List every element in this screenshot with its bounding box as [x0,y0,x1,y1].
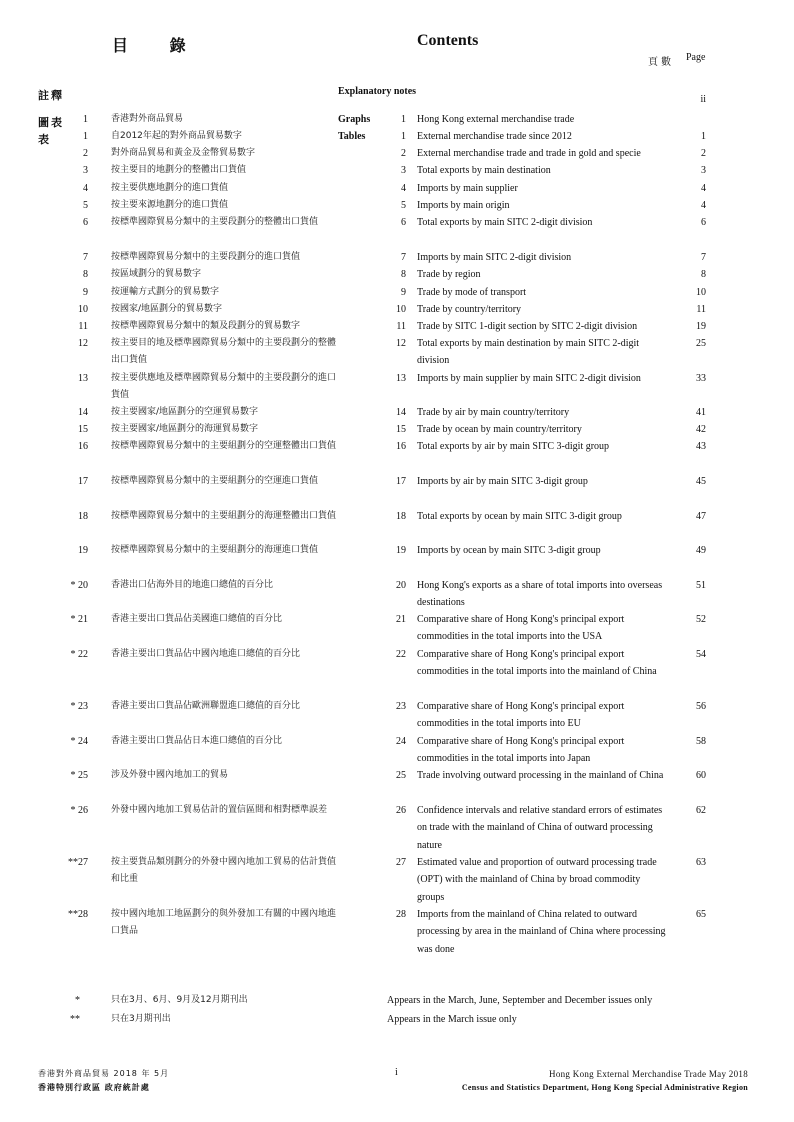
entry-number-chinese: **28 [68,909,88,920]
tables-section-label-chinese: 表 [38,133,51,146]
graph-title-english: Hong Kong external merchandise trade [417,114,575,125]
entry-page-number: 4 [701,183,706,194]
entry-number-english: 7 [401,252,406,263]
entry-page-number: 43 [696,441,706,452]
entry-title-english: Total exports by main destination by main SITC 2-digit division [417,338,640,367]
entry-page-number: 60 [696,770,706,781]
entry-number-english: 24 [396,736,406,747]
entry-title-english: Total exports by air by main SITC 3-digit group [417,441,610,452]
entry-number-chinese: 15 [78,424,88,435]
entry-number-english: 3 [401,165,406,176]
entry-number-chinese: 12 [78,338,88,349]
entry-number-chinese: 1 [83,131,88,142]
entry-number-chinese: 5 [83,200,88,211]
entry-title-chinese: 香港主要出口貨品佔歐洲聯盟進口總值的百分比 [111,701,301,711]
entry-number-english: 23 [396,701,406,712]
entry-title-chinese: 按標準國際貿易分類中的主要組劃分的空運進口貨值 [111,476,319,486]
entry-page-number: 3 [701,165,706,176]
entry-number-chinese: 2 [83,148,88,159]
entry-number-english: 9 [401,287,406,298]
entry-title-english: Hong Kong's exports as a share of total imports into overseas destinations [417,580,663,609]
graph-number-chinese: 1 [83,114,88,125]
entry-title-english: Imports by main SITC 2-digit division [417,252,572,263]
entry-number-chinese: * 20 [70,580,88,591]
entry-number-chinese: 6 [83,217,88,228]
entry-title-english: External merchandise trade and trade in gold and specie [417,148,641,159]
entry-title-chinese: 按標準國際貿易分類中的主要段劃分的進口貨值 [111,252,301,262]
entry-number-chinese: 9 [83,287,88,298]
entry-page-number: 41 [696,407,706,418]
entry-title-chinese: 按區域劃分的貿易數字 [111,269,202,279]
entry-page-number: 56 [696,701,706,712]
entry-title-chinese: 涉及外發中國內地加工的貿易 [111,770,229,780]
graph-title-chinese: 香港對外商品貿易 [111,114,184,124]
entry-title-chinese: 按主要來源地劃分的進口貨值 [111,200,229,210]
entry-title-chinese: 按主要目的地及標準國際貿易分類中的主要段劃分的整體出口貨值 [111,338,337,366]
notes-page-number: ii [700,94,706,105]
entry-number-chinese: 8 [83,269,88,280]
notes-label-chinese: 註釋 [38,89,64,102]
entry-page-number: 58 [696,736,706,747]
footer-department-chinese: 香港特別行政區 政府統計處 [38,1083,150,1092]
entry-number-english: 8 [401,269,406,280]
entry-title-chinese: 香港主要出口貨品佔日本進口總值的百分比 [111,736,283,746]
entry-page-number: 51 [696,580,706,591]
entry-number-chinese: * 22 [70,649,88,660]
entry-title-english: Estimated value and proportion of outward processing trade (OPT) with the mainland of China by broad commodity groups [417,857,657,903]
page-column-label-english: Page [686,52,706,63]
entry-title-english: Trade by air by main country/territory [417,407,570,418]
footer-publication-chinese: 香港對外商品貿易 2018 年 5月 [38,1069,170,1078]
entry-title-chinese: 按主要供應地及標準國際貿易分類中的主要段劃分的進口貨值 [111,373,337,401]
entry-title-chinese: 按標準國際貿易分類中的主要段劃分的整體出口貨值 [111,217,319,227]
entry-page-number: 54 [696,649,706,660]
entry-title-english: Confidence intervals and relative standard errors of estimates on trade with the mainland of China of outward processing nature [417,805,663,851]
entry-page-number: 45 [696,476,706,487]
entry-number-english: 16 [396,441,406,452]
entry-number-chinese: **27 [68,857,88,868]
entry-title-english: Trade by ocean by main country/territory [417,424,582,435]
entry-number-chinese: 17 [78,476,88,487]
entry-title-chinese: 按標準國際貿易分類中的主要組劃分的空運整體出口貨值 [111,441,337,451]
entry-number-english: 14 [396,407,406,418]
footer-department-english: Census and Statistics Department, Hong Kong Special Administrative Region [461,1083,748,1092]
entry-title-chinese: 對外商品貿易和黃金及金幣貿易數字 [111,148,256,158]
entry-number-chinese: 3 [83,165,88,176]
entry-number-english: 17 [396,476,406,487]
entry-number-chinese: 19 [78,545,88,556]
entry-title-english: Imports by air by main SITC 3-digit group [417,476,588,487]
entry-title-chinese: 香港主要出口貨品佔美國進口總值的百分比 [111,614,283,624]
entry-title-english: Imports from the mainland of China related to outward processing by area in the mainland of China where processing was done [417,909,666,955]
entry-number-english: 18 [396,511,406,522]
entry-number-english: 10 [396,304,406,315]
entry-page-number: 42 [696,424,706,435]
entry-title-chinese: 香港出口佔海外目的地進口總值的百分比 [111,580,274,590]
footnote-mark: ** [70,1014,80,1025]
entry-number-chinese: * 21 [70,614,88,625]
entry-title-english: Imports by main supplier by main SITC 2-digit division [417,373,641,384]
entry-number-english: 1 [401,131,406,142]
entry-title-english: Trade by SITC 1-digit section by SITC 2-digit division [417,321,638,332]
entry-title-english: Total exports by ocean by main SITC 3-digit group [417,511,622,522]
entry-title-chinese: 按標準國際貿易分類中的主要組劃分的海運整體出口貨值 [111,511,337,521]
entry-title-english: Imports by main origin [417,200,510,211]
entry-page-number: 65 [696,909,706,920]
entry-number-chinese: 10 [78,304,88,315]
entry-title-chinese: 香港主要出口貨品佔中國內地進口總值的百分比 [111,649,301,659]
graph-number-english: 1 [401,114,406,125]
entry-page-number: 2 [701,148,706,159]
entry-page-number: 33 [696,373,706,384]
entry-number-english: 28 [396,909,406,920]
entry-page-number: 19 [696,321,706,332]
entry-number-chinese: * 26 [70,805,88,816]
footnote-mark: * [75,995,80,1006]
footnote-english: Appears in the March, June, September and December issues only [387,995,653,1006]
entry-page-number: 47 [696,511,706,522]
entry-title-english: Total exports by main destination [417,165,551,176]
entry-title-chinese: 按主要目的地劃分的整體出口貨值 [111,165,247,175]
entry-number-english: 22 [396,649,406,660]
entry-number-english: 20 [396,580,406,591]
entry-number-english: 27 [396,857,406,868]
entry-title-english: Trade involving outward processing in the mainland of China [417,770,664,781]
entry-page-number: 49 [696,545,706,556]
entry-number-english: 13 [396,373,406,384]
footnote-chinese: 只在3月、6月、9月及12月期刊出 [111,995,248,1005]
entry-title-chinese: 按主要國家/地區劃分的空運貿易數字 [111,407,259,417]
entry-title-english: Total exports by main SITC 2-digit division [417,217,593,228]
entry-number-chinese: * 23 [70,701,88,712]
entry-page-number: 11 [696,304,706,315]
entry-title-chinese: 自2012年起的對外商品貿易數字 [111,131,242,141]
entry-title-chinese: 按主要供應地劃分的進口貨值 [111,183,229,193]
entry-number-chinese: * 25 [70,770,88,781]
entry-title-chinese: 按國家/地區劃分的貿易數字 [111,304,223,314]
title-chinese: 目 錄 [112,36,204,55]
entry-title-english: Trade by mode of transport [417,287,527,298]
entry-number-english: 25 [396,770,406,781]
entry-number-english: 2 [401,148,406,159]
entry-page-number: 10 [696,287,706,298]
entry-number-chinese: 14 [78,407,88,418]
entry-page-number: 63 [696,857,706,868]
entry-title-english: Comparative share of Hong Kong's principal export commodities in the total imports into EU [417,701,625,730]
entry-title-chinese: 按運輸方式劃分的貿易數字 [111,287,220,297]
entry-number-chinese: 11 [78,321,88,332]
footer-publication-english: Hong Kong External Merchandise Trade May 2018 [549,1069,748,1079]
entry-title-english: Imports by main supplier [417,183,518,194]
entry-number-english: 5 [401,200,406,211]
entry-title-english: External merchandise trade since 2012 [417,131,572,142]
entry-title-english: Imports by ocean by main SITC 3-digit group [417,545,601,556]
footer-page-number: i [395,1067,398,1078]
entry-number-chinese: 4 [83,183,88,194]
entry-page-number: 8 [701,269,706,280]
entry-title-english: Comparative share of Hong Kong's principal export commodities in the total imports into the USA [417,614,625,643]
entry-title-chinese: 按標準國際貿易分類中的主要組劃分的海運進口貨值 [111,545,319,555]
entry-number-english: 15 [396,424,406,435]
page-column-label-chinese: 頁數 [648,57,674,68]
entry-number-english: 4 [401,183,406,194]
footnote-english: Appears in the March issue only [387,1014,517,1025]
entry-number-chinese: * 24 [70,736,88,747]
entry-title-chinese: 外發中國內地加工貿易估計的置信區間和相對標準誤差 [111,805,328,815]
entry-number-chinese: 7 [83,252,88,263]
entry-title-english: Comparative share of Hong Kong's principal export commodities in the total imports into the mainland of China [417,649,657,678]
entry-number-chinese: 16 [78,441,88,452]
entry-title-english: Trade by country/territory [417,304,522,315]
graphs-section-label-chinese: 圖表 [38,116,64,129]
entry-title-chinese: 按中國內地加工地區劃分的與外發加工有關的中國內地進口貨品 [111,909,337,937]
entry-page-number: 1 [701,131,706,142]
entry-page-number: 4 [701,200,706,211]
entry-number-chinese: 13 [78,373,88,384]
entry-number-english: 6 [401,217,406,228]
entry-page-number: 25 [696,338,706,349]
entry-title-english: Trade by region [417,269,481,280]
tables-section-label-english: Tables [338,131,366,142]
entry-number-chinese: 18 [78,511,88,522]
entry-number-english: 21 [396,614,406,625]
entry-number-english: 12 [396,338,406,349]
entry-title-english: Comparative share of Hong Kong's principal export commodities in the total imports into Japan [417,736,625,765]
entry-number-english: 26 [396,805,406,816]
graphs-section-label-english: Graphs [338,114,371,125]
entry-title-chinese: 按標準國際貿易分類中的類及段劃分的貿易數字 [111,321,301,331]
entry-page-number: 7 [701,252,706,263]
entry-title-chinese: 按主要國家/地區劃分的海運貿易數字 [111,424,259,434]
entry-page-number: 52 [696,614,706,625]
entry-number-english: 11 [396,321,406,332]
entry-title-chinese: 按主要貨品類別劃分的外發中國內地加工貿易的估計貨值和比重 [111,857,337,885]
notes-label-english: Explanatory notes [338,86,417,97]
entry-number-english: 19 [396,545,406,556]
entry-page-number: 62 [696,805,706,816]
entry-page-number: 6 [701,217,706,228]
title-english: Contents [417,32,479,49]
footnote-chinese: 只在3月期刊出 [111,1014,171,1024]
